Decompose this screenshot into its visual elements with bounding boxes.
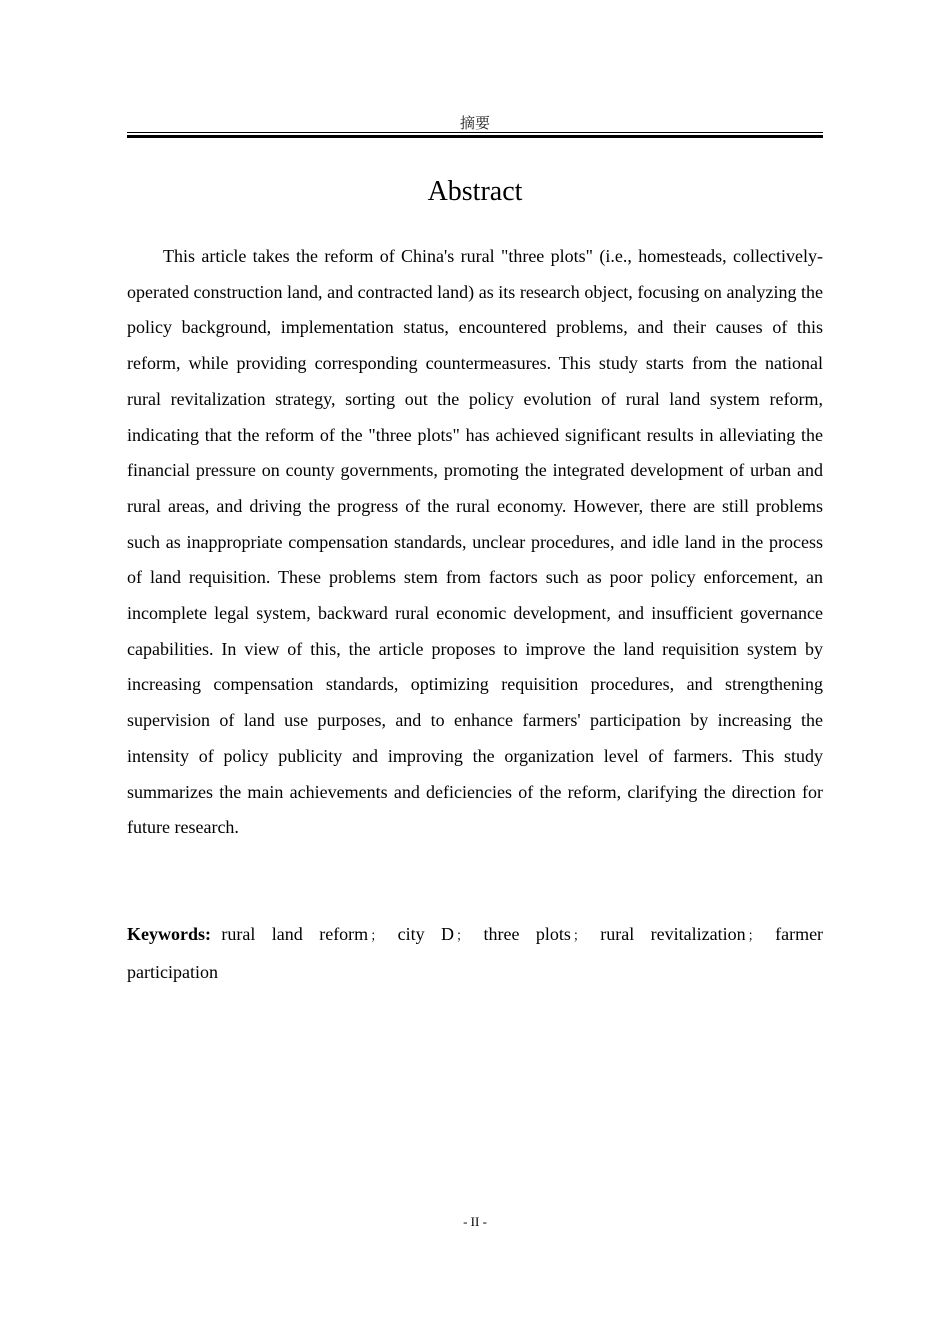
abstract-title: Abstract [427, 176, 523, 207]
keyword-item: rural land reform [221, 924, 369, 944]
keyword-item: farmer participation [127, 924, 824, 982]
running-header: 摘要 [459, 114, 490, 132]
abstract-body: This article takes the reform of China's rural "three plots" (i.e., homesteads, collectively-operated construction land, and contracted land) as its research object, focusing on analyzing the policy background, implementation status, encountered problems, and their causes of this reform, while providing corresponding countermeasures. This study starts from the national rural revitalization strategy, sorting out the policy evolution of rural land system reform, indicating that the reform of the "three plots" has achieved significant results in alleviating the financial pressure on county governments, promoting the integrated development of urban and rural areas, and driving the progress of the rural economy. However, there are still problems such as inappropriate compensation standards, unclear procedures, and idle land in the process of land requisition. These problems stem from factors such as poor policy enforcement, an incomplete legal system, backward rural economic development, and insufficient governance capabilities. In view of this, the article proposes to improve the land requisition system by increasing compensation standards, optimizing requisition procedures, and strengthening supervision of land use purposes, and to enhance farmers' participation by increasing the intensity of policy publicity and improving the organization level of farmers. This study summarizes the main achievements and deficiencies of the reform, clarifying the direction for future research. [127, 246, 823, 838]
page-number: - II - [463, 1214, 487, 1229]
keyword-separator: ； [456, 929, 470, 944]
keyword-item: city D [397, 924, 455, 944]
header-rule-thick [127, 135, 823, 138]
keywords-label: Keywords: [127, 924, 211, 944]
keywords-paragraph [127, 917, 823, 990]
keyword-item: rural revitalization [600, 924, 746, 944]
keyword-separator: ； [572, 929, 586, 944]
keyword-separator: ； [370, 929, 384, 944]
header-rule-thin [127, 132, 823, 133]
keyword-item: three plots [483, 924, 571, 944]
keyword-separator: ； [747, 929, 761, 944]
